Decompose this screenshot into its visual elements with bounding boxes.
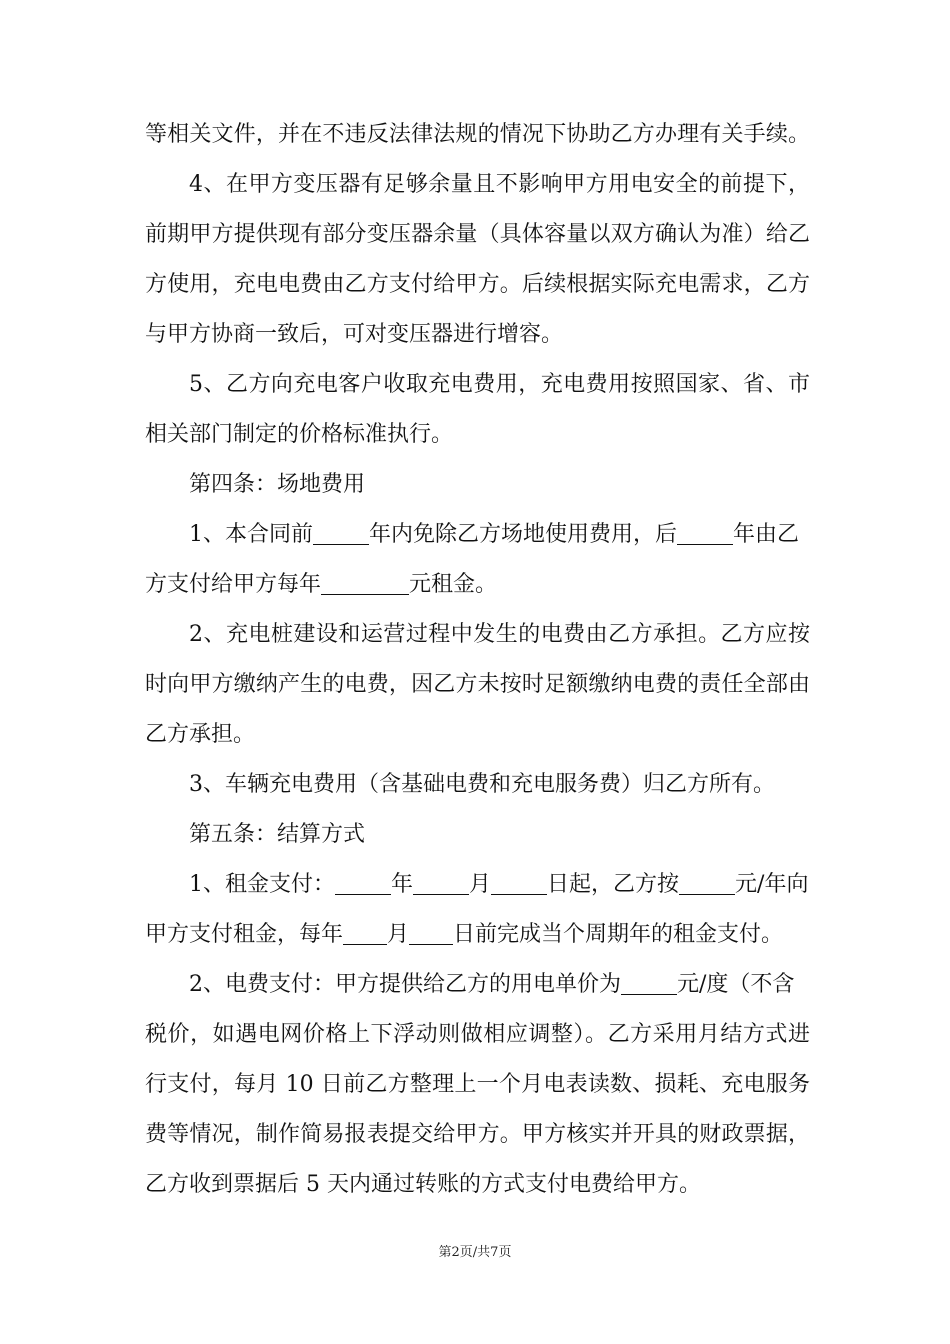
fill-blank[interactable] [409, 922, 453, 945]
text-line: 前期甲方提供现有部分变压器余量（具体容量以双方确认为准）给乙 [145, 222, 810, 247]
text-segment: 元/度（不含 [677, 972, 795, 997]
fill-blank[interactable] [677, 522, 733, 545]
text-segment: 年由乙 [733, 522, 800, 547]
text-segment: 方支付给甲方每年 [145, 572, 322, 597]
text-segment: 月 [469, 872, 492, 897]
text-line: 与甲方协商一致后，可对变压器进行增容。 [145, 322, 564, 347]
article-4-heading: 第四条：场地费用 [189, 472, 366, 497]
text-line: 税价，如遇电网价格上下浮动则做相应调整）。乙方采用月结方式进 [145, 1022, 810, 1047]
fill-blank[interactable] [335, 872, 391, 895]
fill-blank[interactable] [491, 872, 547, 895]
text-segment: 年 [391, 872, 414, 897]
text-line [145, 570, 810, 600]
clause-4: 4、在甲方变压器有足够余量且不影响甲方用电安全的前提下， [189, 172, 810, 197]
clause-site-fee-2: 2、充电桩建设和运营过程中发生的电费由乙方承担。乙方应按 [189, 622, 810, 647]
clause-site-fee-3: 3、车辆充电费用（含基础电费和充电服务费）归乙方所有。 [189, 772, 775, 797]
text-segment: 日前完成当个周期年的租金支付。 [453, 922, 784, 947]
page-number: 第2页/共7页 [438, 1245, 512, 1260]
clause-5: 5、乙方向充电客户收取充电费用，充电费用按照国家、省、市 [189, 372, 810, 397]
text-segment: 元租金。 [409, 572, 498, 597]
text-segment: 2、电费支付：甲方提供给乙方的用电单价为 [189, 972, 621, 997]
text-line: 行支付，每月 10 日前乙方整理上一个月电表读数、损耗、充电服务 [145, 1072, 810, 1097]
fill-blank[interactable] [413, 872, 469, 895]
clause-electricity-payment [189, 970, 810, 1000]
text-line [145, 920, 810, 950]
text-line: 乙方收到票据后 5 天内通过转账的方式支付电费给甲方。 [145, 1172, 701, 1197]
text-segment: 元/年向 [735, 872, 809, 897]
text-line: 时向甲方缴纳产生的电费，因乙方未按时足额缴纳电费的责任全部由 [145, 672, 810, 697]
text-segment: 1、租金支付： [189, 872, 335, 897]
article-5-heading: 第五条：结算方式 [189, 822, 366, 847]
text-segment: 甲方支付租金，每年 [145, 922, 344, 947]
text-segment: 1、本合同前 [189, 522, 313, 547]
clause-rent-payment [189, 870, 810, 900]
fill-blank[interactable] [621, 972, 677, 995]
fill-blank[interactable] [321, 572, 409, 595]
text-line: 费等情况，制作简易报表提交给甲方。甲方核实并开具的财政票据， [145, 1122, 810, 1147]
fill-blank[interactable] [679, 872, 735, 895]
fill-blank[interactable] [313, 522, 369, 545]
fill-blank[interactable] [343, 922, 387, 945]
text-line: 等相关文件，并在不违反法律法规的情况下协助乙方办理有关手续。 [145, 122, 810, 147]
text-segment: 月 [387, 922, 410, 947]
text-line: 方使用，充电电费由乙方支付给甲方。后续根据实际充电需求，乙方 [145, 272, 810, 297]
text-line: 乙方承担。 [145, 722, 256, 747]
text-segment: 年内免除乙方场地使用费用，后 [369, 522, 678, 547]
text-segment: 日起，乙方按 [547, 872, 680, 897]
clause-site-fee-1 [189, 520, 810, 550]
text-line: 相关部门制定的价格标准执行。 [145, 422, 454, 447]
